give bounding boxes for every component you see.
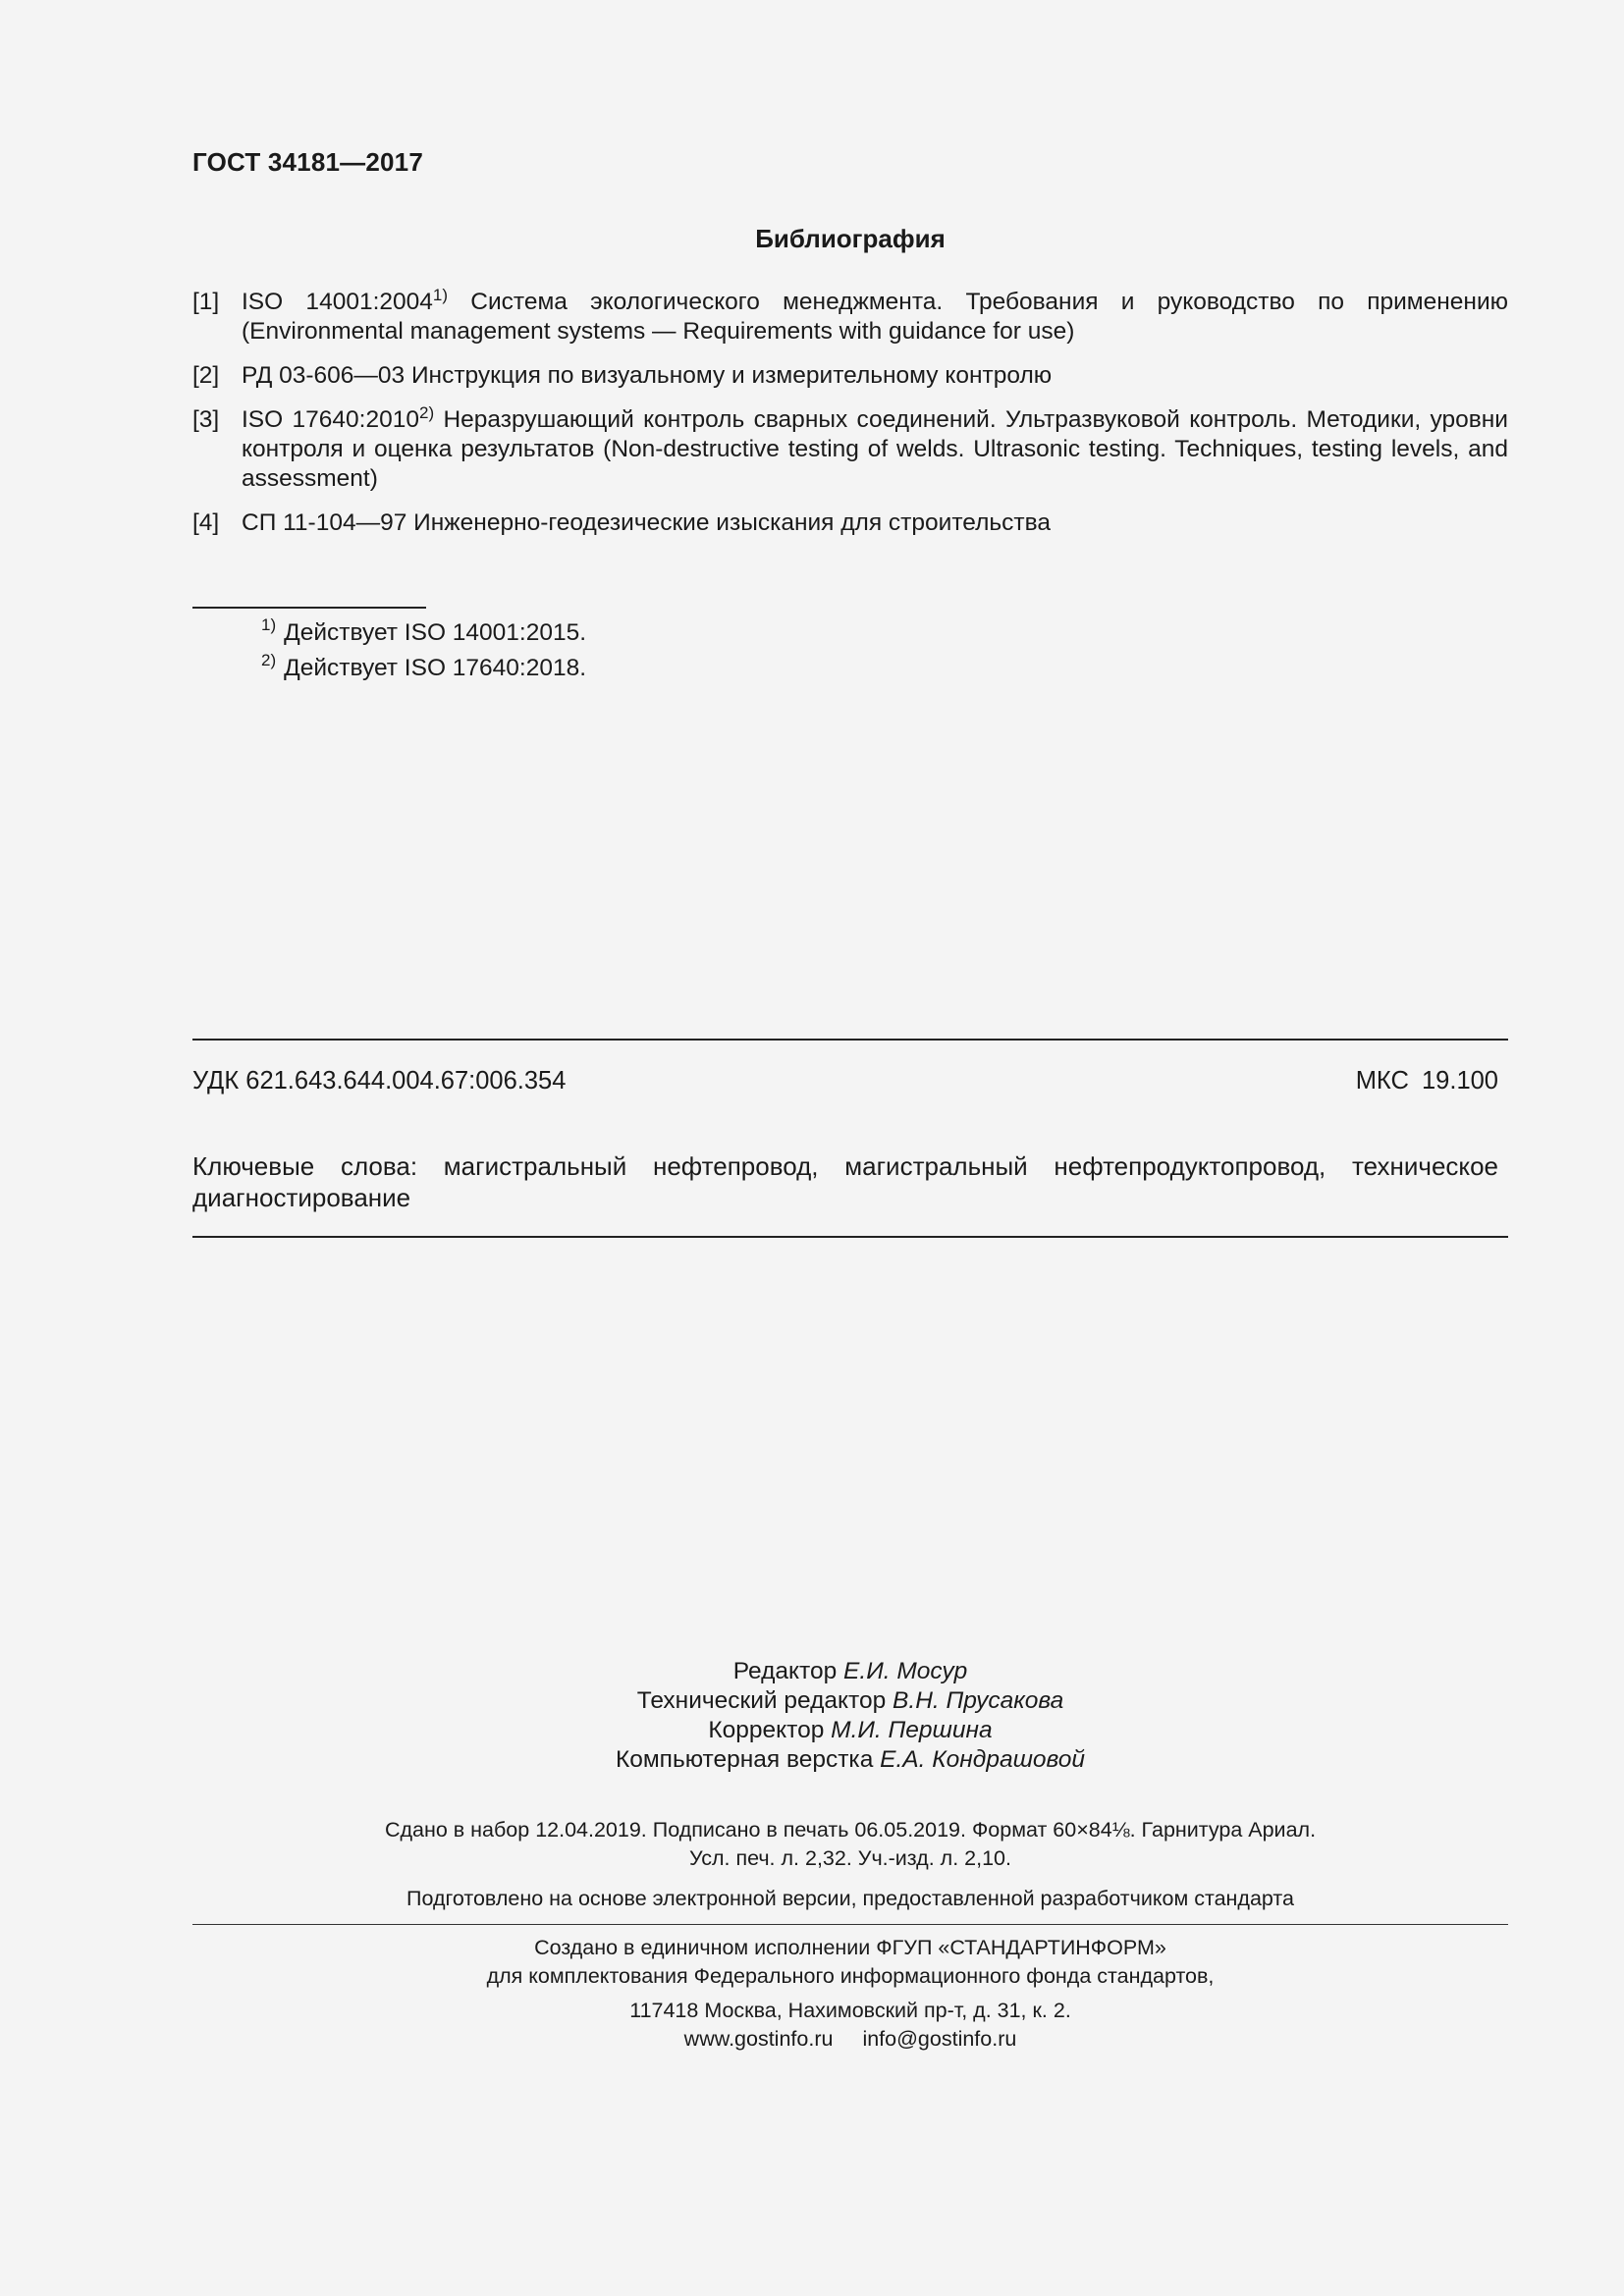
reference-list [192, 288, 1508, 553]
keywords: Ключевые слова: магистральный нефтепровод, магистральный нефтепродуктопровод, техническое диагностирование [192, 1151, 1498, 1212]
print-info-line: Сдано в набор 12.04.2019. Подписано в печать 06.05.2019. Формат 60×84⅛. Гарнитура Ариал. [384, 1818, 1317, 1842]
footnote-marker: 1) [432, 286, 449, 304]
footnote-mark: 2) [261, 651, 277, 669]
section-divider-top [192, 1039, 1508, 1041]
reference-number: [1] [192, 289, 220, 315]
mks-code: МКС 19.100 [1355, 1067, 1498, 1095]
print-info [192, 1816, 1508, 1873]
footnote [261, 651, 586, 686]
print-info-line: Усл. печ. л. 2,32. Уч.-изд. л. 2,10. [689, 1846, 1011, 1870]
reference-text [242, 405, 1508, 494]
reference-text [242, 361, 1508, 391]
reference-title: Инструкция по визуальному и измерительному контролю [405, 362, 1053, 389]
reference-code: РД 03-606—03 [242, 362, 406, 389]
bibliography-title: Библиография [755, 224, 946, 253]
credits-block [192, 1657, 1508, 1775]
publisher-address: 117418 Москва, Нахимовский пр-т, д. 31, к. 2. [629, 1999, 1071, 2022]
footnote-text: Действует ISO 14001:2015. [284, 619, 587, 646]
credit-name: Е.А. Кондрашовой [880, 1746, 1086, 1773]
reference-text [242, 288, 1508, 347]
footnote-text: Действует ISO 17640:2018. [284, 655, 587, 681]
reference-title: Неразрушающий контроль сварных соединений. Ультразвуковой контроль. Методики, уровни контроля и оценка результатов (Non-destructive testing of welds. Ultrasonic testing. Techniques, testing levels, and assessment) [242, 406, 1508, 492]
footnote-divider [192, 607, 426, 609]
credit-name: Е.И. Мосур [843, 1658, 968, 1684]
credit-name: В.Н. Прусакова [893, 1687, 1064, 1714]
publisher-line: для комплектования Федерального информационного фонда стандартов, [486, 1964, 1215, 1988]
reference-item [192, 405, 1508, 494]
footnote [261, 615, 586, 651]
credit-line [192, 1686, 1508, 1716]
reference-number: [4] [192, 509, 220, 536]
credit-line [192, 1716, 1508, 1745]
credit-name: М.И. Першина [831, 1717, 993, 1743]
udk-code: УДК 621.643.644.004.67:006.354 [192, 1067, 567, 1095]
publisher-contacts [192, 2025, 1508, 2054]
reference-code: СП 11-104—97 [242, 509, 407, 536]
credit-line [192, 1745, 1508, 1775]
reference-item [192, 361, 1508, 391]
prepared-note: Подготовлено на основе электронной версии, предоставленной разработчиком стандарта [406, 1887, 1294, 1910]
credit-role: Редактор [732, 1658, 844, 1684]
reference-code: ISO 17640:2010 [242, 406, 419, 433]
section-divider-bottom [192, 1236, 1508, 1238]
reference-item [192, 288, 1508, 347]
reference-item [192, 508, 1508, 538]
publisher-divider [192, 1924, 1508, 1925]
footnote-marker: 2) [418, 403, 435, 422]
footnote-mark: 1) [261, 615, 277, 634]
standard-number: ГОСТ 34181—2017 [192, 147, 423, 177]
email-link[interactable]: info@gostinfo.ru [862, 2027, 1017, 2051]
publisher-line: Создано в единичном исполнении ФГУП «СТАНДАРТИНФОРМ» [534, 1936, 1166, 1959]
website-link[interactable]: www.gostinfo.ru [683, 2027, 834, 2051]
footnote-list [261, 615, 586, 686]
credit-role: Технический редактор [636, 1687, 893, 1714]
reference-title: Инженерно-геодезические изыскания для строительства [406, 509, 1051, 536]
publisher-block [192, 1934, 1508, 2054]
credit-line [192, 1657, 1508, 1686]
reference-number: [2] [192, 362, 220, 389]
reference-code: ISO 14001:2004 [242, 289, 433, 315]
reference-text [242, 508, 1508, 538]
credit-role: Корректор [708, 1717, 832, 1743]
credit-role: Компьютерная верстка [615, 1746, 881, 1773]
reference-number: [3] [192, 406, 220, 433]
reference-title: Система экологического менеджмента. Требования и руководство по применению (Environmental management systems — Requirements with guidance for use) [242, 289, 1509, 345]
